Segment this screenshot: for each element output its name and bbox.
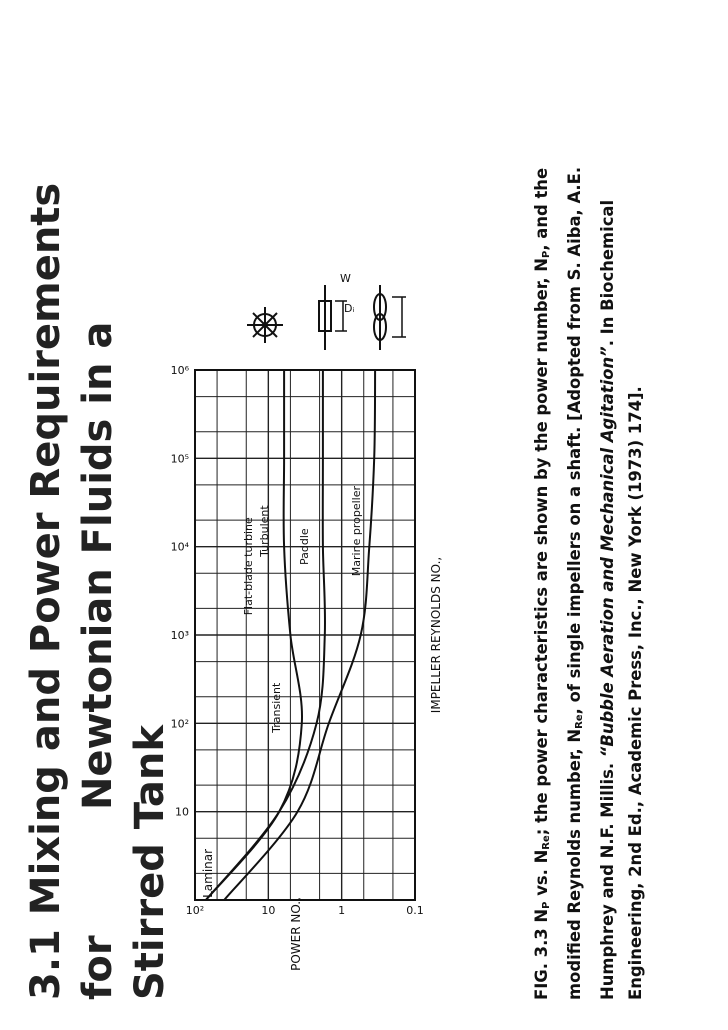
y-tick-label: 1 [338,904,346,917]
x-tick-label: 10 [175,805,189,819]
y-tick-label: 10 [261,904,276,917]
dim-w-label: W [340,272,351,285]
caption-sub-re: Re [541,835,552,850]
title-line-2: for Newtonian Fluids in a [75,321,121,1000]
caption-text-2: , and the modified Reynolds number, N [532,167,584,1000]
power-number-figure [160,260,460,971]
figure-caption [528,120,650,1000]
caption-sub-re-2: Re [574,714,585,729]
marine-propeller-icon [374,285,406,350]
region-label-laminar: Laminar [201,848,215,898]
caption-vs: vs. N [532,849,551,902]
caption-sub-p-2: P [541,250,552,258]
flat-blade-turbine-icon [247,307,283,343]
title-line-1: 3.1 Mixing and Power Requirements [23,182,69,1000]
caption-text-3: , of single impellers on a shaft. [Adopted from S. Aiba, A.E. Humphrey and N.F. Millis. [565,166,617,1000]
chart-grid [195,370,415,900]
y-axis-label: POWER NO., [289,897,303,971]
chart-labels [171,272,443,971]
region-label-turbulent: Turbulent [258,505,271,557]
impeller-label-paddle: Paddle [298,528,311,566]
caption-text-4: . In Biochemical Engineering, 2nd Ed., Academic Press, Inc., New York (1973) 174]. [598,199,645,1000]
y-tick-label: 0.1 [406,904,424,917]
y-tick-label: 10² [185,904,205,917]
power-number-chart [160,260,460,971]
caption-sub-p: P [541,901,552,909]
x-tick-label: 10³ [170,629,189,642]
x-tick-label: 10⁵ [170,452,189,466]
x-tick-label: 10⁴ [170,540,189,554]
x-axis-label: IMPELLER REYNOLDS NO., [429,556,443,714]
title-line-3: Stirred Tank [127,725,173,1000]
caption-fig-label: FIG. 3.3 N [532,908,551,1000]
impeller-label-marine: Marine propeller [350,486,363,577]
dim-d-label: Dᵢ [344,302,355,315]
slide-title [20,180,176,1000]
region-label-transient: Transient [270,682,283,733]
x-tick-label: 10⁶ [170,364,189,377]
caption-text-1: ; the power characteristics are shown by the power number, N [532,257,551,836]
paddle-icon [319,285,347,350]
caption-book-title: “Bubble Aeration and Mechanical Agitation” [598,346,617,758]
impeller-label-flat-blade: Flat-blade turbine [242,517,255,616]
x-tick-label: 10² [170,717,189,731]
